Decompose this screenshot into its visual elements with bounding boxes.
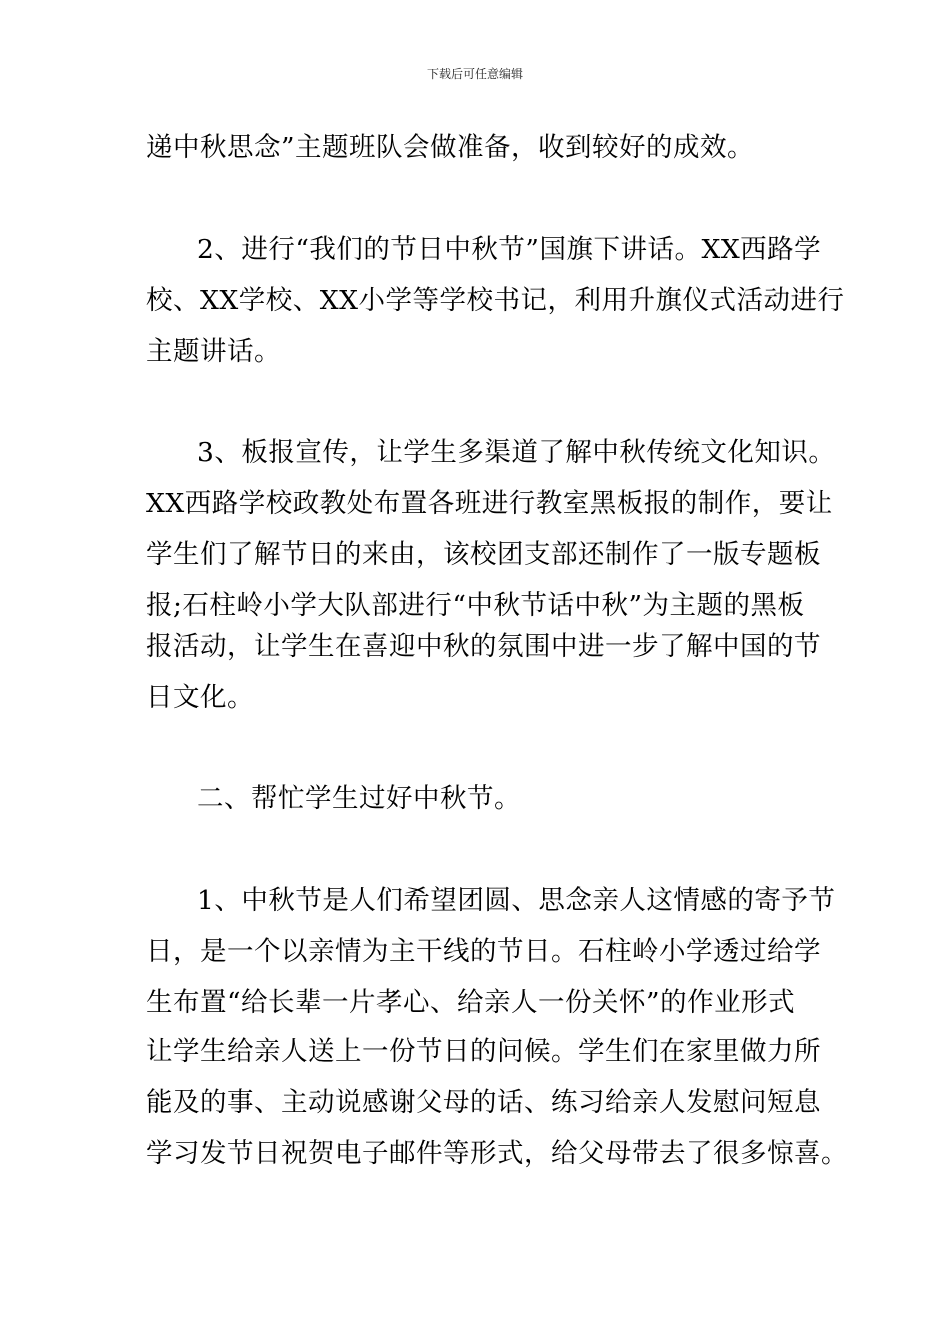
text-line: 学习发节日祝贺电子邮件等形式，给父母带去了很多惊喜。	[146, 1138, 848, 1169]
text-line: 主题讲话。	[146, 336, 281, 367]
text-line: 学生们了解节日的来由，该校团支部还制作了一版专题板	[146, 539, 821, 570]
text-line: 3、板报宣传，让学生多渠道了解中秋传统文化知识。	[197, 437, 836, 468]
text-line: 日，是一个以亲情为主干线的节日。石柱岭小学透过给学	[146, 936, 821, 967]
text-line: 校、XX学校、XX小学等学校书记，利用升旗仪式活动进行	[146, 285, 845, 316]
text-line: 报活动，让学生在喜迎中秋的氛围中进一步了解中国的节	[146, 631, 821, 662]
header-note: 下载后可任意编辑	[426, 67, 523, 81]
text-line: 让学生给亲人送上一份节日的问候。学生们在家里做力所	[146, 1036, 821, 1067]
text-line: 递中秋思念”主题班队会做准备，收到较好的成效。	[146, 132, 755, 163]
text-line: XX西路学校政教处布置各班进行教室黑板报的制作，要让	[146, 488, 833, 519]
text-line: 报;石柱岭小学大队部进行“中秋节话中秋”为主题的黑板	[146, 590, 805, 621]
text-line: 2、进行“我们的节日中秋节”国旗下讲话。XX西路学	[197, 234, 822, 265]
text-line: 能及的事、主动说感谢父母的话、练习给亲人发慰问短息	[146, 1087, 821, 1118]
section-heading: 二、帮忙学生过好中秋节。	[197, 783, 521, 814]
text-line: 1、中秋节是人们希望团圆、思念亲人这情感的寄予节	[197, 885, 836, 916]
text-line: 生布置“给长辈一片孝心、给亲人一份关怀”的作业形式	[146, 987, 796, 1018]
text-line: 日文化。	[146, 682, 254, 713]
